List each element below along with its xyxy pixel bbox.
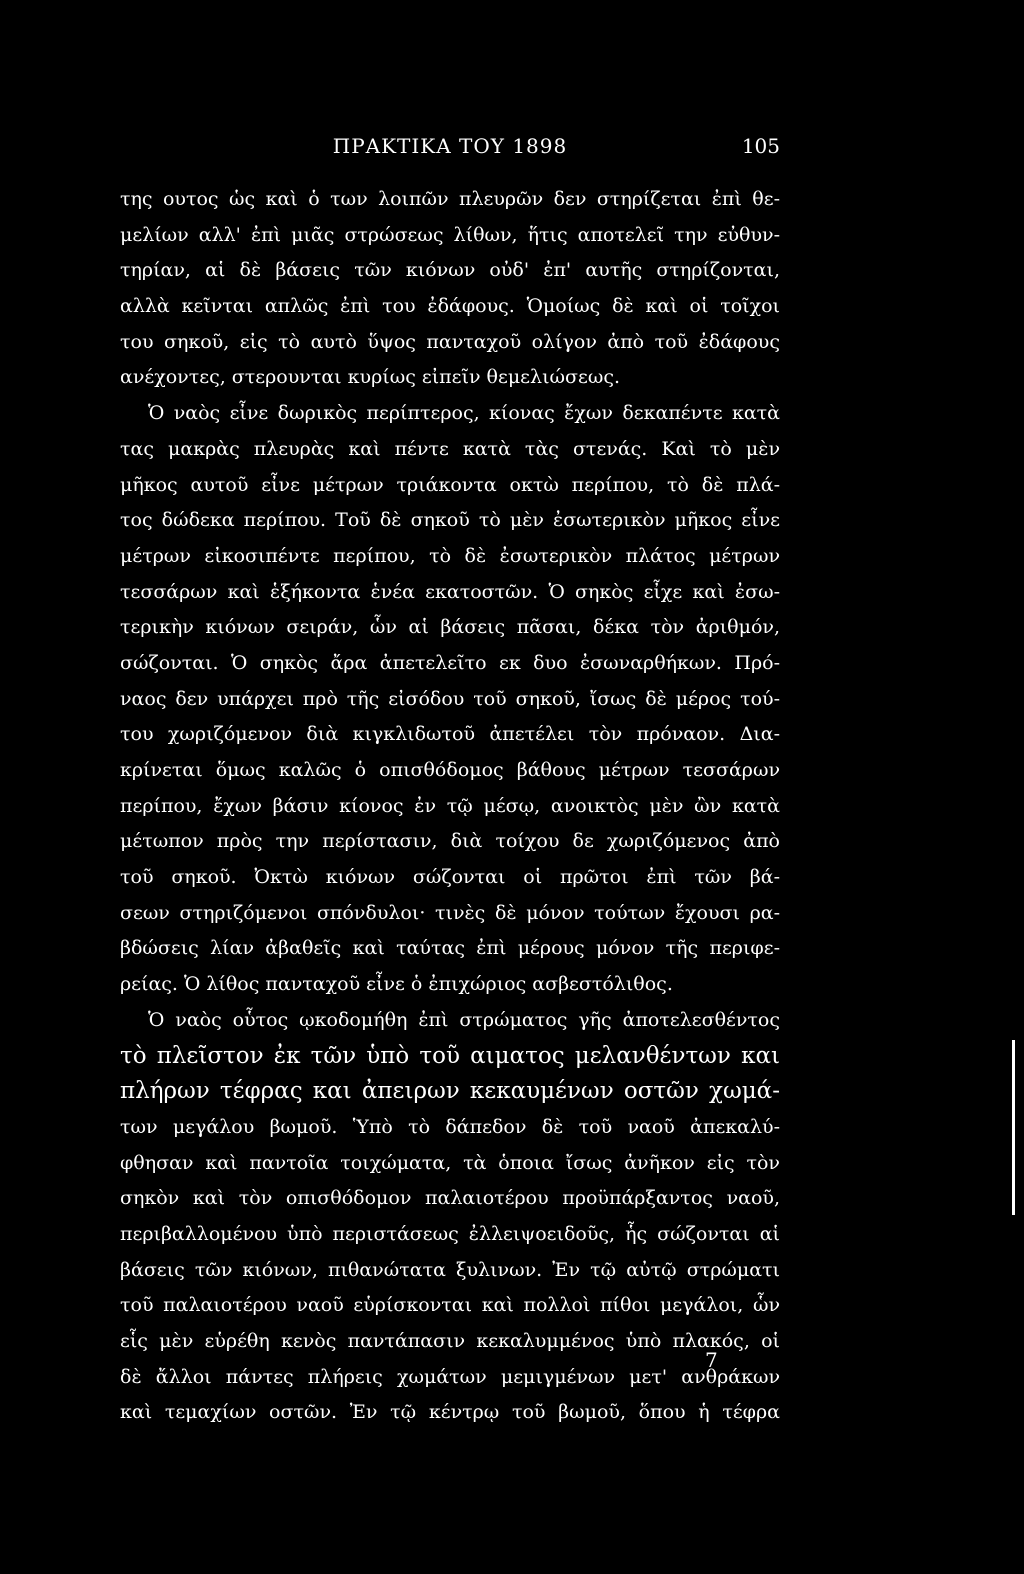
- text-line: ανέχοντες, στερουνται κυρίως εἰπεῖν θεμελιώσεως.: [120, 366, 620, 389]
- text-line: μελίων αλλ' ἐπὶ μιᾶς στρώσεως λίθων, ἥτις αποτελεῖ την εὐθυν-: [120, 223, 780, 246]
- body-text: [120, 182, 780, 1431]
- running-head: ΠΡΑΚΤΙΚΑ ΤΟΥ 1898: [332, 134, 568, 158]
- text-line: τερικὴν κιόνων σειράν, ὧν αἱ βάσεις πᾶσαι, δέκα τὸν ἀριθμόν,: [120, 616, 780, 639]
- text-line: ρείας. Ὁ λίθος πανταχοῦ εἶνε ὁ ἐπιχώριος ασβεστόλιθος.: [120, 973, 673, 996]
- text-line: τοῦ παλαιοτέρου ναοῦ εὑρίσκονται καὶ πολλοὶ πίθοι μεγάλοι, ὧν: [120, 1294, 780, 1317]
- text-line: Ὁ ναὸς εἶνε δωρικὸς περίπτερος, κίονας ἔχων δεκαπέντε κατὰ: [148, 402, 780, 425]
- text-line: Ὁ ναὸς οὗτος ῳκοδομήθη ἐπὶ στρώματος γῆς ἀποτελεσθέντος: [148, 1008, 780, 1031]
- text-line: του χωριζόμενον διὰ κιγκλιδωτοῦ ἀπετέλει τὸν πρόναον. Δια-: [120, 723, 780, 746]
- text-line: καὶ τεμαχίων οστῶν. Ἐν τῷ κέντρῳ τοῦ βωμοῦ, ὅπου ἡ τέφρα: [120, 1401, 780, 1424]
- text-line: εἷς μὲν εὑρέθη κενὸς παντάπασιν κεκαλυμμένος ὑπὸ πλακός, οἱ: [120, 1330, 780, 1352]
- page-header: [120, 134, 780, 164]
- text-line: τας μακρὰς πλευρὰς καὶ πέντε κατὰ τὰς στενάς. Καὶ τὸ μὲν: [120, 437, 780, 460]
- text-line: τηρίαν, αἱ δὲ βάσεις τῶν κιόνων οὐδ' ἐπ' αυτῆς στηρίζονται,: [120, 259, 780, 282]
- text-line: τὸ πλεῖστον ἐκ τῶν ὑπὸ τοῦ αιματος μελανθέντων και: [120, 1042, 780, 1069]
- text-line: ναος δεν υπάρχει πρὸ τῆς εἰσόδου τοῦ σηκοῦ, ἴσως δὲ μέρος τού-: [120, 687, 780, 710]
- text-line: περιβαλλομένου ὑπὸ περιστάσεως ἐλλειψοειδοῦς, ἧς σώζονται αἱ: [120, 1222, 780, 1245]
- text-line: σεων στηριζόμενοι σπόνδυλοι· τινὲς δὲ μόνον τούτων ἔχουσι ρα-: [120, 901, 780, 924]
- text-line: βάσεις τῶν κιόνων, πιθανώτατα ξυλινων. Ἐν τῷ αὐτῷ στρώματι: [120, 1258, 780, 1281]
- text-line: τεσσάρων καὶ ἑξήκοντα ἑνέα εκατοστῶν. Ὁ σηκὸς εἶχε καὶ ἐσω-: [120, 580, 780, 603]
- text-line: μῆκος αυτοῦ εἶνε μέτρων τριάκοντα οκτὼ περίπου, τὸ δὲ πλά-: [120, 473, 780, 496]
- text-line: περίπου, ἔχων βάσιν κίονος ἐν τῷ μέσῳ, ανοικτὸς μὲν ὢν κατὰ: [120, 794, 780, 817]
- text-line: σώζονται. Ὁ σηκὸς ἄρα ἀπετελεῖτο εκ δυο ἐσωναρθήκων. Πρό-: [120, 651, 780, 674]
- text-line: πλήρων τέφρας και ἀπειρων κεκαυμένων οστῶν χωμά-: [120, 1078, 780, 1105]
- margin-rule: [1012, 1040, 1015, 1215]
- text-line: σηκὸν καὶ τὸν οπισθόδομον παλαιοτέρου προϋπάρξαντος ναοῦ,: [120, 1187, 780, 1210]
- text-line: αλλὰ κεῖνται απλῶς ἐπὶ του ἐδάφους. Ὁμοίως δὲ καὶ οἱ τοῖχοι: [120, 295, 780, 318]
- text-line: της ουτος ὡς καὶ ὁ των λοιπῶν πλευρῶν δεν στηρίζεται ἐπὶ θε-: [120, 188, 780, 210]
- text-line: μέτωπον πρὸς την περίστασιν, διὰ τοίχου δε χωριζόμενος ἀπὸ: [120, 830, 780, 853]
- text-line: τοῦ σηκοῦ. Ὀκτὼ κιόνων σώζονται οἱ πρῶτοι ἐπὶ τῶν βά-: [120, 866, 780, 889]
- signature-mark: 7: [705, 1348, 718, 1372]
- text-line: του σηκοῦ, εἰς τὸ αυτὸ ὕψος πανταχοῦ ολίγον ἀπὸ τοῦ ἐδάφους: [120, 330, 780, 353]
- text-line: μέτρων εἰκοσιπέντε περίπου, τὸ δὲ ἐσωτερικὸν πλάτος μέτρων: [120, 544, 780, 567]
- text-line: δὲ ἄλλοι πάντες πλήρεις χωμάτων μεμιγμένων μετ' ανθράκων: [120, 1365, 780, 1388]
- text-line: φθησαν καὶ παντοῖα τοιχώματα, τὰ ὁποια ἴσως ἀνῆκον εἰς τὸν: [120, 1151, 780, 1174]
- text-line: βδώσεις λίαν ἀβαθεῖς καὶ ταύτας ἐπὶ μέρους μόνον τῆς περιφε-: [120, 937, 780, 960]
- text-line: τος δώδεκα περίπου. Τοῦ δὲ σηκοῦ τὸ μὲν ἐσωτερικὸν μῆκος εἶνε: [120, 509, 780, 532]
- text-line: των μεγάλου βωμοῦ. Ὑπὸ τὸ δάπεδον δὲ τοῦ ναοῦ ἀπεκαλύ-: [120, 1115, 780, 1138]
- page-number: 105: [741, 134, 780, 158]
- text-line: κρίνεται ὅμως καλῶς ὁ οπισθόδομος βάθους μέτρων τεσσάρων: [120, 759, 780, 781]
